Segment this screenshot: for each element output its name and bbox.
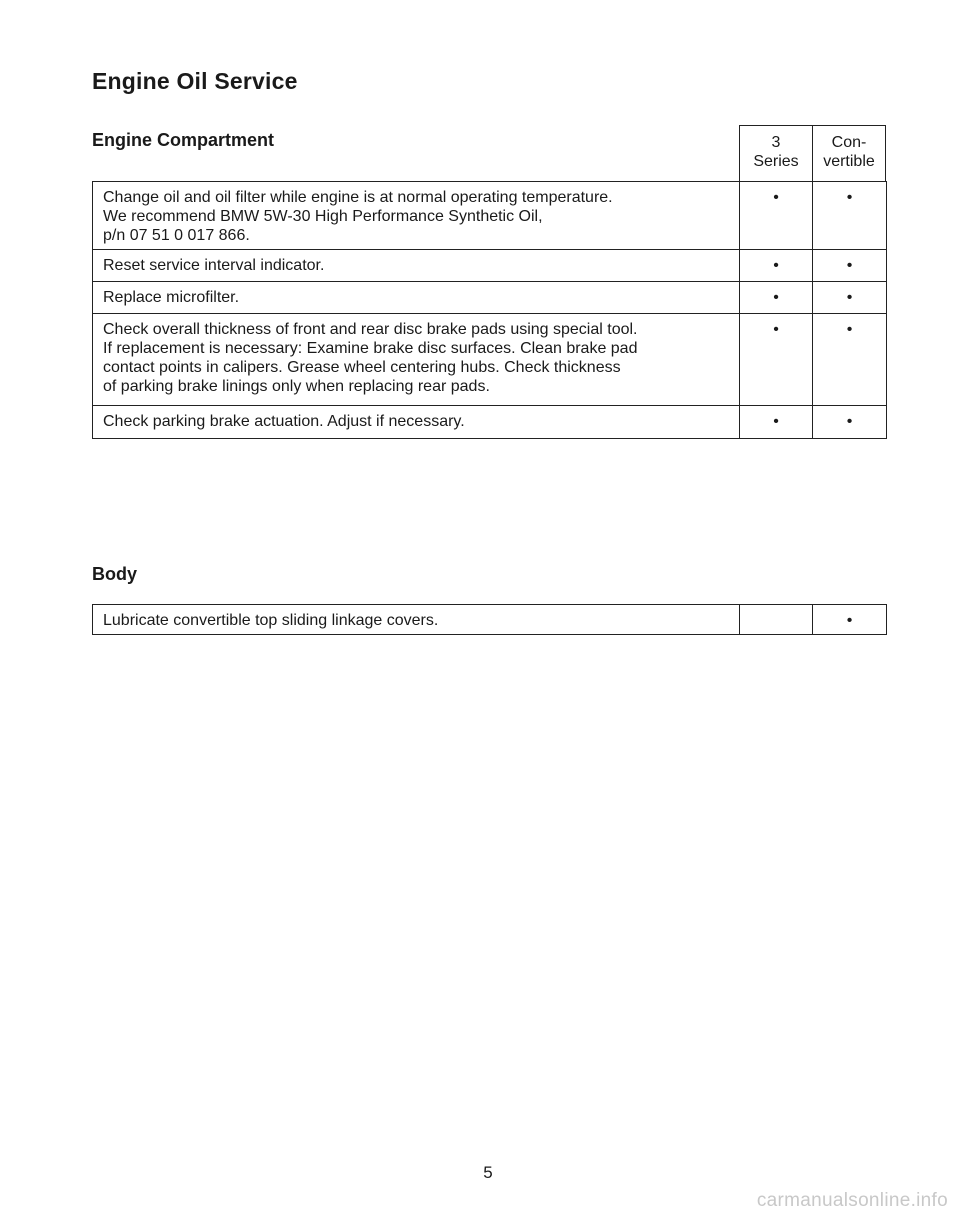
task-cell bbox=[93, 182, 740, 250]
page-title: Engine Oil Service bbox=[92, 68, 298, 94]
series-mark: • bbox=[740, 282, 813, 314]
convertible-mark: • bbox=[813, 182, 887, 250]
task-line: p/n 07 51 0 017 866. bbox=[103, 227, 250, 244]
task-line: We recommend BMW 5W-30 High Performance Synthetic Oil, bbox=[103, 208, 543, 225]
task-line: Check parking brake actuation. Adjust if necessary. bbox=[103, 413, 465, 430]
table-row bbox=[93, 250, 887, 282]
task-cell bbox=[93, 314, 740, 406]
body-table bbox=[92, 604, 887, 635]
column-header-line: 3 bbox=[771, 134, 781, 151]
series-mark: • bbox=[740, 314, 813, 406]
column-header-line: vertible bbox=[823, 153, 875, 170]
column-header-convertible bbox=[812, 125, 886, 181]
series-mark: • bbox=[740, 406, 813, 439]
task-line: Replace microfilter. bbox=[103, 289, 240, 306]
convertible-mark: • bbox=[813, 314, 887, 406]
convertible-mark: • bbox=[813, 282, 887, 314]
page-number: 5 bbox=[483, 1163, 493, 1182]
task-cell bbox=[93, 250, 740, 282]
table-row bbox=[93, 182, 887, 250]
task-cell bbox=[93, 282, 740, 314]
task-cell bbox=[93, 605, 740, 635]
table-row bbox=[93, 282, 887, 314]
convertible-mark: • bbox=[813, 250, 887, 282]
series-mark: • bbox=[740, 182, 813, 250]
engine-compartment-table bbox=[92, 181, 887, 439]
table-row bbox=[93, 406, 887, 439]
task-cell bbox=[93, 406, 740, 439]
task-line: of parking brake linings only when replacing rear pads. bbox=[103, 378, 490, 395]
task-line: Check overall thickness of front and rear disc brake pads using special tool. bbox=[103, 321, 638, 338]
engine-compartment-heading: Engine Compartment bbox=[92, 130, 275, 150]
task-line: Reset service interval indicator. bbox=[103, 257, 325, 274]
table-row bbox=[93, 605, 887, 635]
convertible-mark: • bbox=[813, 406, 887, 439]
body-heading: Body bbox=[92, 564, 137, 584]
task-line: contact points in calipers. Grease wheel centering hubs. Check thickness bbox=[103, 359, 621, 376]
task-line: If replacement is necessary: Examine brake disc surfaces. Clean brake pad bbox=[103, 340, 638, 357]
convertible-mark: • bbox=[813, 605, 887, 635]
series-mark: • bbox=[740, 250, 813, 282]
column-header-line: Con- bbox=[831, 134, 867, 151]
task-line: Lubricate convertible top sliding linkage covers. bbox=[103, 612, 439, 629]
series-mark bbox=[740, 605, 813, 635]
table-row bbox=[93, 314, 887, 406]
column-header-line: Series bbox=[753, 153, 799, 170]
task-line: Change oil and oil filter while engine is at normal operating temperature. bbox=[103, 189, 613, 206]
column-header-3-series bbox=[739, 125, 813, 181]
watermark: carmanualsonline.info bbox=[756, 1190, 948, 1211]
